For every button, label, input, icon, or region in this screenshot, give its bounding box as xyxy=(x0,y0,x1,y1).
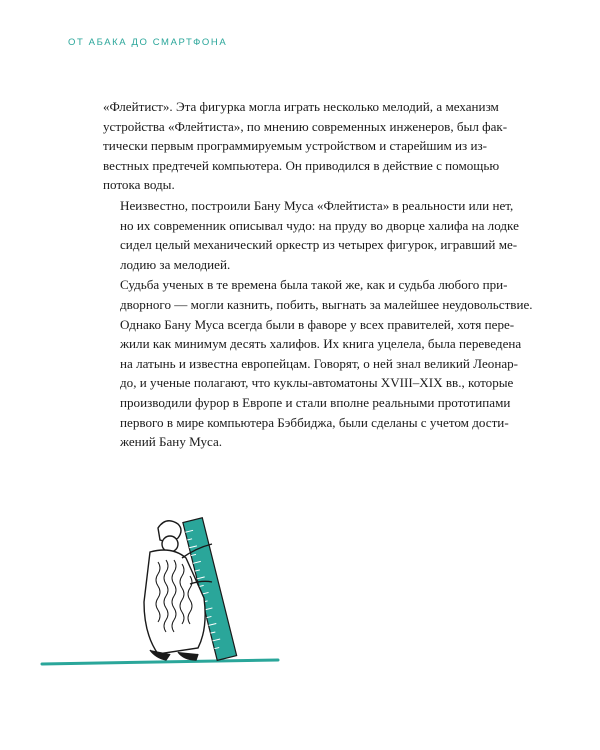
text-line: вестных предтечей компьютера. Он приводился в действие с помощью xyxy=(103,157,500,173)
text-line: Судьба ученых в те времена была такой же, как и судьба любого при- xyxy=(120,277,508,293)
text-line: жили как минимум десять халифов. Их книга уцелела, была переведена xyxy=(120,336,522,352)
body-text xyxy=(103,97,533,452)
text-line: лодию за мелодией. xyxy=(120,256,231,272)
text-line: на латынь и известна европейцам. Говорят, о ней знал великий Леонар- xyxy=(120,355,519,371)
running-header: ОТ АБАКА ДО СМАРТФОНА xyxy=(68,37,228,48)
text-line: дворного — могли казнить, побить, выгнать за малейшее неудовольствие. xyxy=(120,296,533,312)
text-line: жений Бану Муса. xyxy=(120,434,223,450)
text-line: тически первым программируемым устройством и старейшим из из- xyxy=(103,138,488,154)
paragraph-2 xyxy=(103,196,521,274)
text-line: «Флейтист». Эта фигурка могла играть несколько мелодий, а механизм xyxy=(103,99,499,114)
text-line: Неизвестно, построили Бану Муса «Флейтиста» в реальности или нет, xyxy=(120,197,514,213)
paragraph-1 xyxy=(103,97,521,195)
illustration-man-with-ruler xyxy=(40,500,290,680)
text-line: сидел целый механический оркестр из четырех фигурок, игравший ме- xyxy=(120,237,518,253)
text-line: но их современник описывал чудо: на пруду во дворце халифа на лодке xyxy=(120,217,519,233)
text-line: устройства «Флейтиста», по мнению современных инженеров, был фак- xyxy=(103,118,508,134)
text-line: до, и ученые полагают, что куклы-автоматоны XVIII–XIX вв., которые xyxy=(120,375,514,391)
text-line: производили фурор в Европе и стали вполне реальными прототипами xyxy=(120,394,511,410)
text-line: Однако Бану Муса всегда были в фаворе у всех правителей, хотя пере- xyxy=(120,316,515,332)
text-line: первого в мире компьютера Бэббиджа, были сделаны с учетом дости- xyxy=(120,414,509,430)
paragraph-3 xyxy=(103,275,533,451)
ground-line xyxy=(42,660,278,664)
text-line: потока воды. xyxy=(103,177,175,193)
